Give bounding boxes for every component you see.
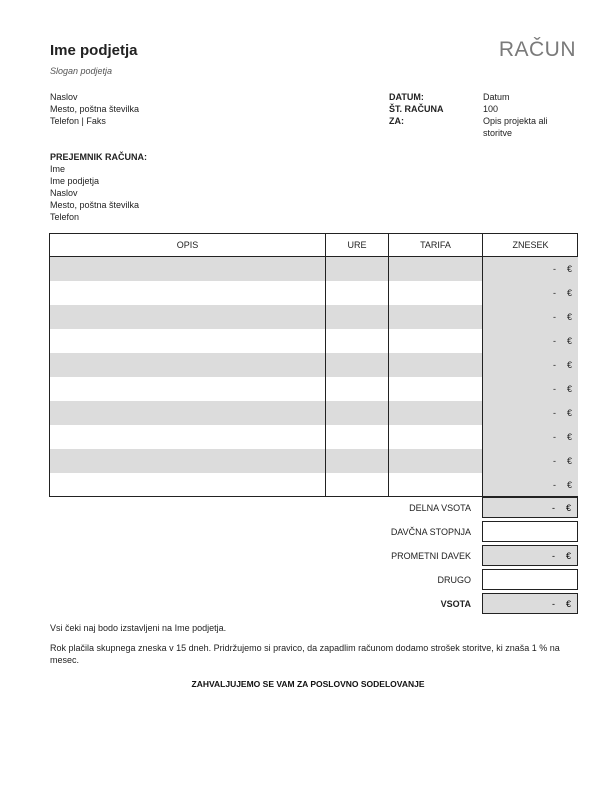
recipient-name: Ime bbox=[50, 164, 66, 174]
other-field[interactable] bbox=[482, 569, 578, 590]
for-label: ZA: bbox=[389, 116, 404, 126]
total-value[interactable]: - € bbox=[482, 593, 578, 614]
subtotal-label: DELNA VSOTA bbox=[409, 503, 471, 513]
for-value: Opis projekta ali storitve bbox=[483, 116, 548, 138]
recipient-heading: PREJEMNIK RAČUNA: bbox=[50, 152, 148, 162]
tax-rate-field[interactable] bbox=[482, 521, 578, 542]
sender-city: Mesto, poštna številka bbox=[50, 104, 140, 114]
row-amount: - € bbox=[553, 288, 572, 298]
header-hours: URE bbox=[347, 240, 367, 250]
sales-tax-label: PROMETNI DAVEK bbox=[391, 551, 471, 561]
row-amount: - € bbox=[553, 360, 572, 370]
subtotal-value[interactable]: - € bbox=[482, 497, 578, 518]
sales-tax-value[interactable]: - € bbox=[482, 545, 578, 566]
payment-terms: Rok plačila skupnega zneska v 15 dneh. Pridržujemo si pravico, da zapadlim računom dodamo strošek storitve, ki znaša 1 % na mesec. bbox=[50, 643, 560, 665]
sender-address: Naslov bbox=[50, 92, 78, 102]
row-amount: - € bbox=[553, 432, 572, 442]
header-rate: TARIFA bbox=[420, 240, 451, 250]
header-description: OPIS bbox=[176, 240, 199, 250]
date-value: Datum bbox=[483, 92, 510, 102]
recipient-company: Ime podjetja bbox=[50, 176, 100, 186]
table-header bbox=[50, 234, 577, 257]
invoice-number-label: ŠT. RAČUNA bbox=[389, 104, 444, 114]
recipient-city: Mesto, poštna številka bbox=[50, 200, 140, 210]
invoice-title: RAČUN bbox=[498, 38, 576, 61]
sender-address-block bbox=[50, 91, 139, 127]
total-label: VSOTA bbox=[440, 599, 471, 609]
row-amount: - € bbox=[553, 408, 572, 418]
other-label: DRUGO bbox=[437, 575, 471, 585]
company-name: Ime podjetja bbox=[50, 42, 138, 59]
row-amount: - € bbox=[553, 480, 572, 490]
row-amount: - € bbox=[553, 336, 572, 346]
column-divider bbox=[325, 234, 326, 496]
header-amount: ZNESEK bbox=[512, 240, 549, 250]
company-slogan: Slogan podjetja bbox=[50, 66, 113, 76]
row-amount: - € bbox=[553, 312, 572, 322]
invoice-number-value: 100 bbox=[483, 104, 499, 114]
column-divider bbox=[482, 234, 483, 496]
row-amount: - € bbox=[553, 264, 572, 274]
checks-note: Vsi čeki naj bodo izstavljeni na Ime podjetja. bbox=[50, 623, 227, 633]
recipient-address: Naslov bbox=[50, 188, 78, 198]
items-table bbox=[49, 233, 578, 497]
thank-you-note: ZAHVALJUJEMO SE VAM ZA POSLOVNO SODELOVANJE bbox=[191, 679, 425, 689]
recipient-block bbox=[50, 151, 147, 223]
row-amount: - € bbox=[553, 384, 572, 394]
date-label: DATUM: bbox=[389, 92, 424, 102]
row-amount: - € bbox=[553, 456, 572, 466]
recipient-phone: Telefon bbox=[50, 212, 80, 222]
sender-phone: Telefon | Faks bbox=[50, 116, 106, 126]
tax-rate-label: DAVČNA STOPNJA bbox=[390, 527, 471, 537]
invoice-meta bbox=[389, 91, 553, 139]
column-divider bbox=[388, 234, 389, 496]
